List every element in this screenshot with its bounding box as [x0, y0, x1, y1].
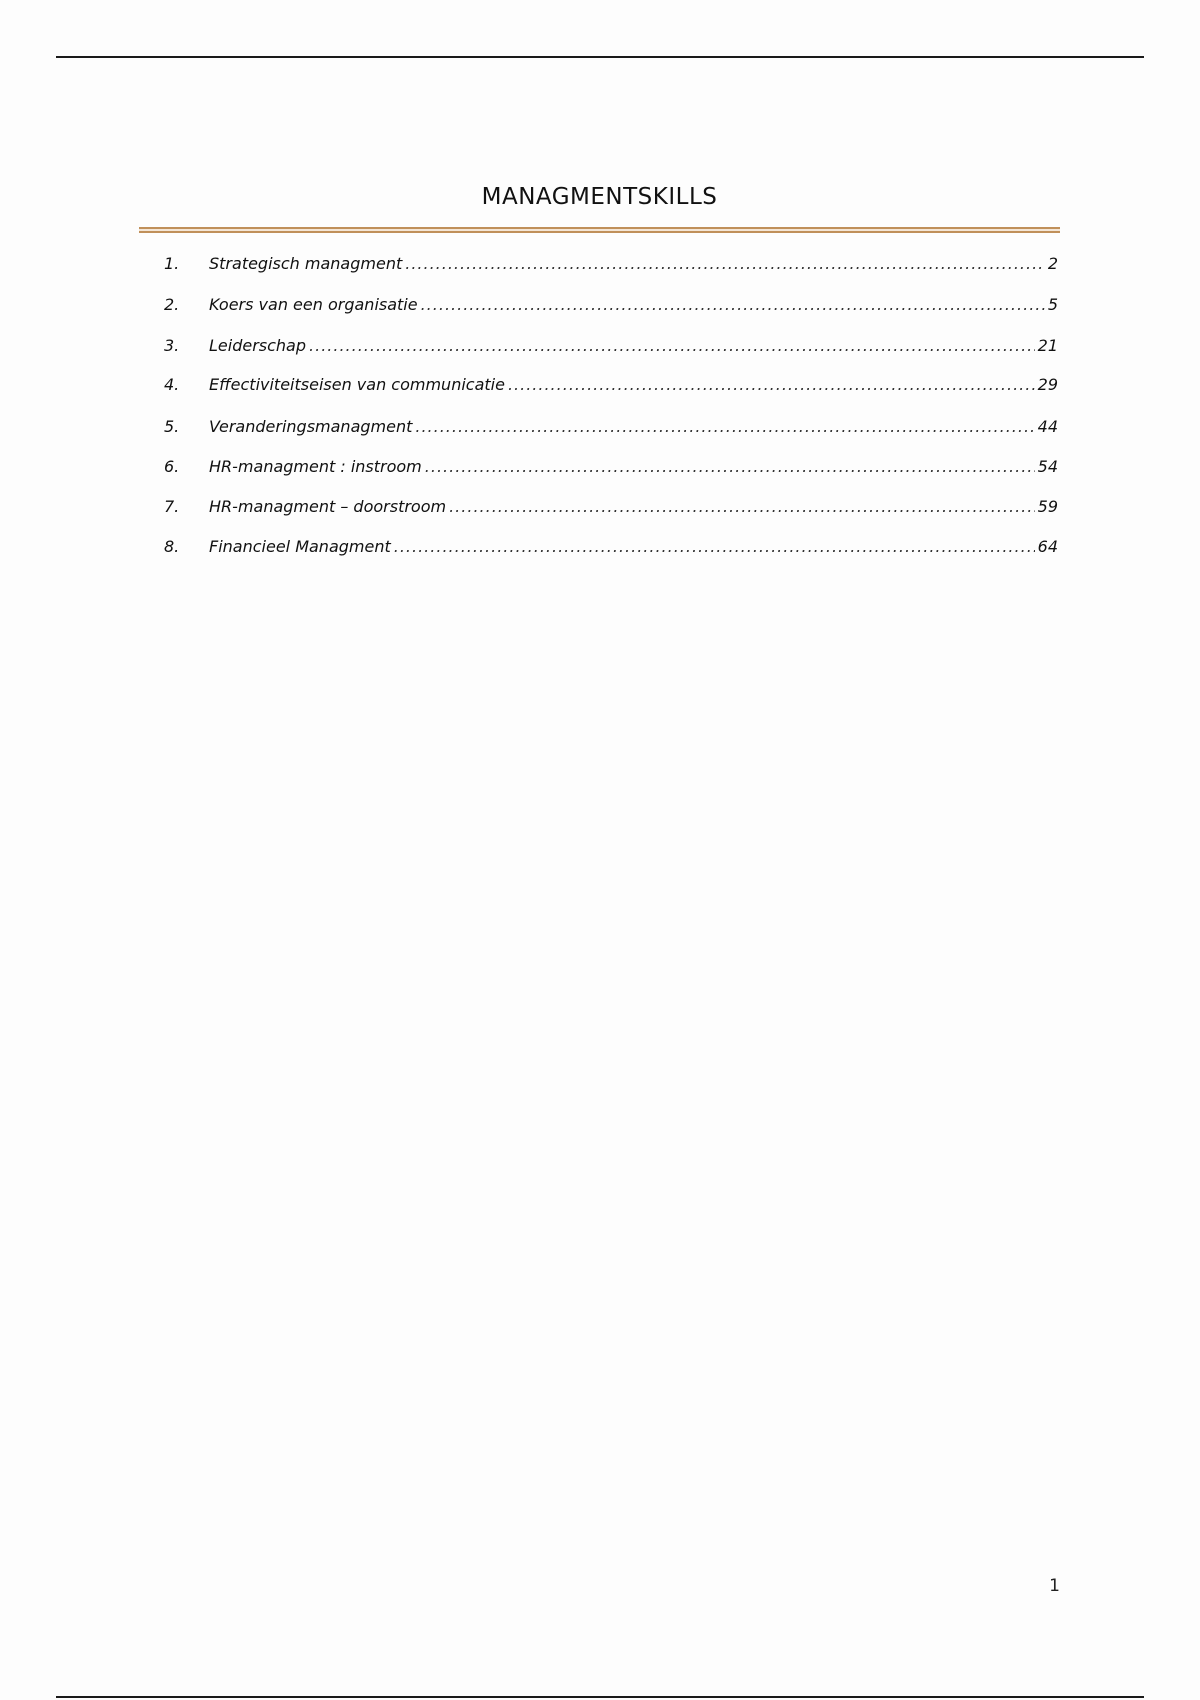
title-underline — [139, 227, 1060, 233]
toc-entry-page: 54 — [1037, 457, 1058, 476]
toc-entry[interactable] — [164, 497, 1058, 521]
toc-entry-page: 5 — [1047, 295, 1058, 314]
toc-dot-leader — [508, 375, 1035, 394]
toc-entry-title: HR-managment – doorstroom — [209, 497, 447, 516]
toc-entry[interactable] — [164, 375, 1058, 399]
toc-entry-title: Financieel Managment — [209, 537, 391, 556]
toc-entry-page: 21 — [1037, 336, 1058, 355]
toc-dot-leader — [405, 254, 1045, 273]
toc-entry[interactable] — [164, 457, 1058, 481]
toc-entry[interactable] — [164, 417, 1058, 441]
toc-entry[interactable] — [164, 295, 1058, 319]
footer-rule — [56, 1696, 1144, 1698]
toc-entry-page: 29 — [1037, 375, 1058, 394]
toc-entry-page: 2 — [1047, 254, 1058, 273]
toc-entry-number: 6. — [164, 457, 180, 476]
toc-entry-title: Strategisch managment — [209, 254, 403, 273]
toc-entry-number: 7. — [164, 497, 180, 516]
toc-entry[interactable] — [164, 537, 1058, 561]
toc-entry-number: 4. — [164, 375, 180, 394]
page-number: 1 — [1049, 1576, 1060, 1596]
toc-entry-number: 8. — [164, 537, 180, 556]
toc-entry-title: Koers van een organisatie — [209, 295, 418, 314]
toc-entry[interactable] — [164, 336, 1058, 360]
toc-entry-title: HR-managment : instroom — [209, 457, 422, 476]
toc-entry-number: 3. — [164, 336, 180, 355]
toc-entry-number: 2. — [164, 295, 180, 314]
toc-dot-leader — [415, 417, 1034, 436]
header-rule — [56, 56, 1144, 58]
toc-entry[interactable] — [164, 254, 1058, 278]
toc-dot-leader — [309, 336, 1035, 355]
toc-dot-leader — [421, 295, 1045, 314]
toc-entry-page: 59 — [1037, 497, 1058, 516]
toc-entry-title: Veranderingsmanagment — [209, 417, 413, 436]
toc-entry-number: 1. — [164, 254, 180, 273]
toc-dot-leader — [425, 457, 1035, 476]
toc-entry-title: Leiderschap — [209, 336, 307, 355]
toc-entry-page: 64 — [1037, 537, 1058, 556]
toc-entry-page: 44 — [1037, 417, 1058, 436]
toc-dot-leader — [394, 537, 1035, 556]
document-title: MANAGMENTSKILLS — [481, 184, 718, 210]
toc-dot-leader — [449, 497, 1035, 516]
toc-entry-number: 5. — [164, 417, 180, 436]
toc-entry-title: Effectiviteitseisen van communicatie — [209, 375, 505, 394]
